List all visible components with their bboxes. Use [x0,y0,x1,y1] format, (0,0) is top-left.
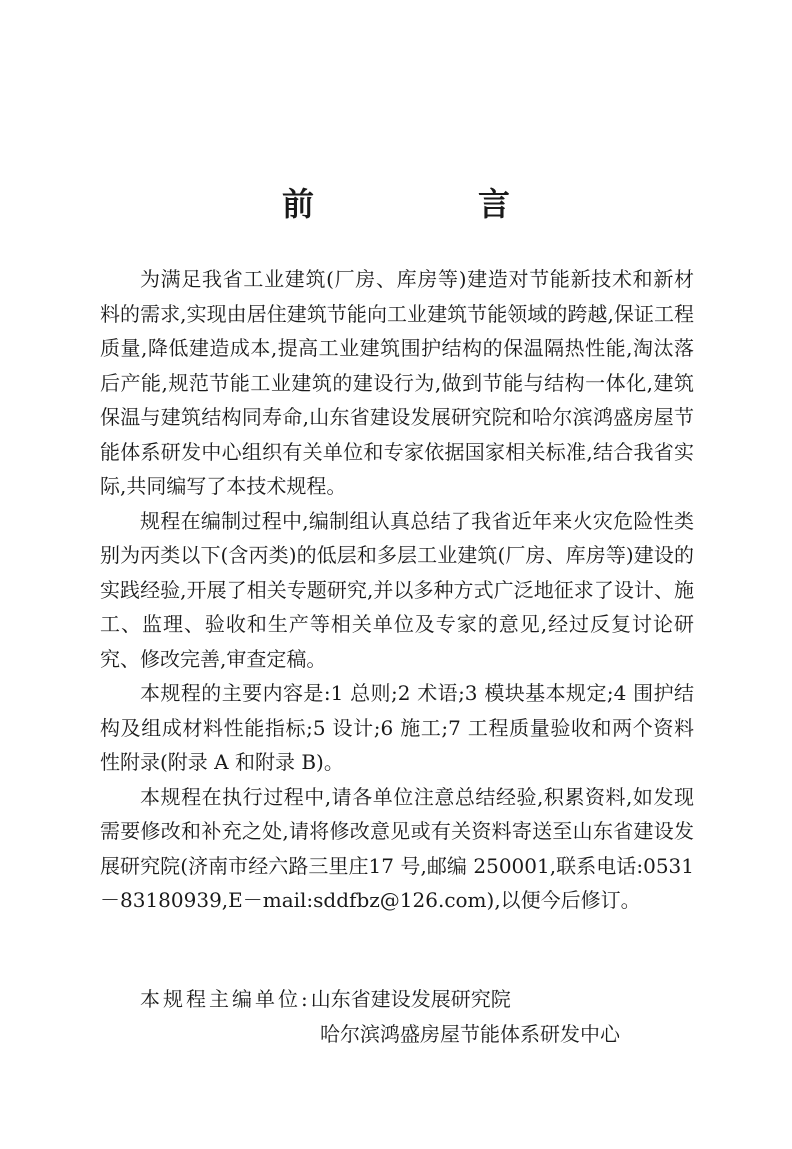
chief-editor-row [100,982,694,1017]
chief-editor-unit-2: 哈尔滨鸿盛房屋节能体系研发中心 [320,1021,620,1046]
paragraph-feedback: 本规程在执行过程中,请各单位注意总结经验,积累资料,如发现需要修改和补充之处,请将修改意见或有关资料寄送至山东省建设发展研究院(济南市经六路三里庄17 号,邮编 250001,联系电话:0531－83180939,E－mail:sddfbz@126.com),以便今后修订。 [100,784,694,912]
preface-body [100,262,694,918]
paragraph-purpose: 为满足我省工业建筑(厂房、库房等)建造对节能新技术和新材料的需求,实现由居住建筑节能向工业建筑节能领域的跨越,保证工程质量,降低建造成本,提高工业建筑围护结构的保温隔热性能,淘汰落后产能,规范节能工业建筑的建设行为,做到节能与结构一体化,建筑保温与建筑结构同寿命,山东省建设发展研究院和哈尔滨鸿盛房屋节能体系研发中心组织有关单位和专家依据国家相关标准,结合我省实际,共同编写了本技术规程。 [100,267,694,498]
paragraph-compilation: 规程在编制过程中,编制组认真总结了我省近年来火灾危险性类别为丙类以下(含丙类)的低层和多层工业建筑(厂房、库房等)建设的实践经验,开展了相关专题研究,并以多种方式广泛地征求了设计、施工、监理、验收和生产等相关单位及专家的意见,经过反复讨论研究、修改完善,审查定稿。 [100,508,694,671]
chief-editor-label: 本规程主编单位: [140,987,311,1011]
page-title: 前 言 [281,185,576,223]
chief-editor-unit-1: 山东省建设发展研究院 [310,987,511,1011]
chief-editors-block [100,982,694,1051]
paragraph-contents: 本规程的主要内容是:1 总则;2 术语;3 模块基本规定;4 围护结构及组成材料性能指标;5 设计;6 施工;7 工程质量验收和两个资料性附录(附录 A 和附录 B)。 [100,681,694,774]
